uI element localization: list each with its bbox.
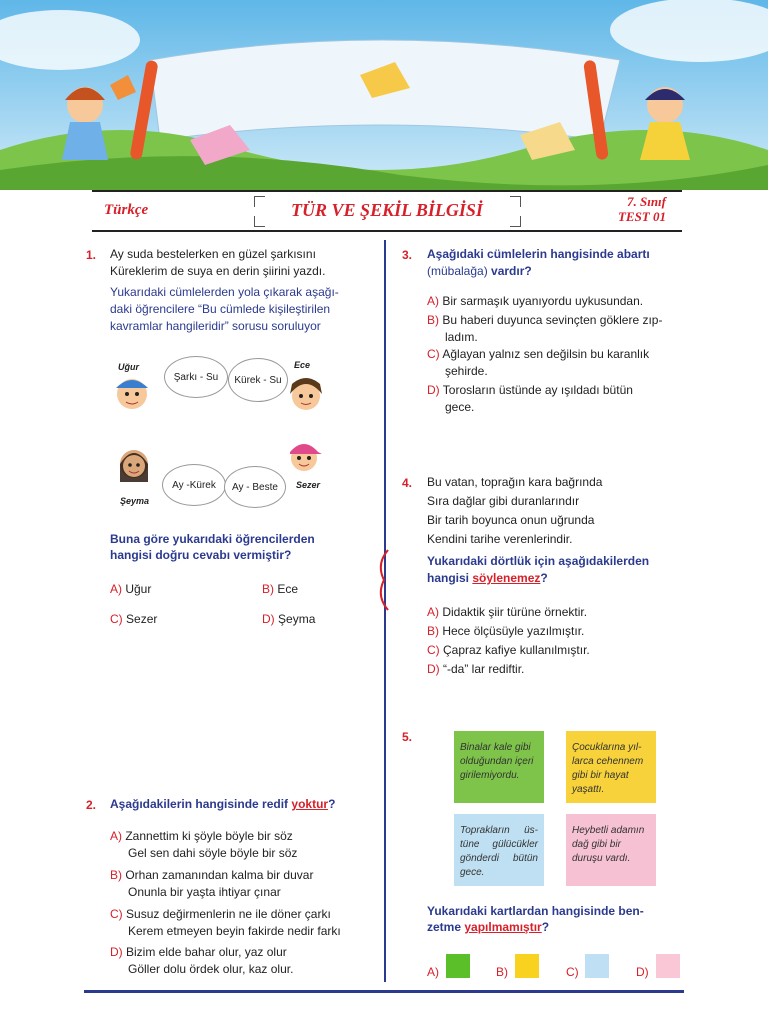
title-frame-corner <box>510 196 521 207</box>
q5-question-line-2 <box>427 918 549 937</box>
page-bottom-rule <box>84 990 684 993</box>
option-text: Sezer <box>126 612 158 626</box>
q4-question-keyword: söylenemez <box>472 571 541 585</box>
card-blue: Toprakların üs-tüne gülücükler gönderdi bütün gece. <box>454 814 544 886</box>
q4-verse-line-3: Bir tarih boyunca onun uğrunda <box>427 513 595 527</box>
q1-instruction-line-2: daki öğrencilere “Bu cümlede kişileştirilen <box>110 302 331 316</box>
option-text: Didaktik şiir türüne örnektir. <box>442 605 588 619</box>
q4-verse-line-1: Bu vatan, toprağın kara bağrında <box>427 475 603 489</box>
student-ece-avatar <box>286 372 326 418</box>
option-letter: A) <box>427 965 439 979</box>
q4-number: 4. <box>402 476 413 490</box>
student-name-seyma: Şeyma <box>120 496 150 506</box>
q3-question-end: vardır? <box>487 264 532 278</box>
divider-bracket-icon <box>374 548 394 612</box>
option-line-2: Onunla bir yaşta ihtiyar çınar <box>128 885 281 899</box>
option-line-2: şehirde. <box>445 364 488 378</box>
q1-option-b[interactable] <box>262 581 298 598</box>
option-line-1: Susuz değirmenlerin ne ile döner çarkı <box>126 907 331 921</box>
q5-option-a-swatch[interactable] <box>446 954 470 978</box>
q3-question-line-1: Aşağıdaki cümlelerin hangisinde abartı <box>427 247 650 261</box>
header-bottom-rule <box>92 230 682 232</box>
q2-question-keyword: yoktur <box>291 797 329 811</box>
option-text: Ece <box>277 582 299 596</box>
test-number: TEST 01 <box>617 209 666 224</box>
q2-number: 2. <box>86 798 97 812</box>
answer-bubble-ugur: Şarkı - Su <box>164 356 228 398</box>
option-letter: C) <box>110 612 123 626</box>
option-text: Çapraz kafiye kullanılmıştır. <box>443 643 590 657</box>
option-line-1: Orhan zamanından kalma bir duvar <box>125 868 314 882</box>
q1-number: 1. <box>86 248 97 262</box>
q3-option-d[interactable] <box>427 382 682 416</box>
students-figure <box>108 342 338 512</box>
option-line-2: ladım. <box>445 330 478 344</box>
subject-label: Türkçe <box>104 202 149 218</box>
test-header <box>92 186 682 232</box>
q4-verse-line-4: Kendini tarihe verenlerindir. <box>427 532 573 546</box>
q2-question <box>110 795 335 814</box>
answer-bubble-sezer: Ay - Beste <box>224 466 286 508</box>
q1-option-a[interactable] <box>110 581 151 598</box>
student-ugur-avatar <box>112 372 152 418</box>
option-text: “-da” lar rediftir. <box>443 662 525 676</box>
header-top-rule <box>92 190 682 192</box>
q3-option-b[interactable] <box>427 312 682 346</box>
q1-instruction-line-3: kavramlar hangileridir” sorusu soruluyor <box>110 319 321 333</box>
student-sezer-avatar <box>284 432 324 478</box>
q4-question-line-1: Yukarıdaki dörtlük için aşağıdakilerden <box>427 554 650 568</box>
option-letter: A) <box>427 605 439 619</box>
option-letter: C) <box>427 347 440 361</box>
option-line-1: Bir sarmaşık uyanıyordu uykusundan. <box>442 294 644 308</box>
option-line-1: Bu haberi duyunca sevinçten göklere zıp- <box>442 313 663 327</box>
q5-option-b-swatch[interactable] <box>515 954 539 978</box>
card-yellow: Çocuklarına yıl-larca cehennem gibi bir hayat yaşattı. <box>566 731 656 803</box>
option-letter: C) <box>110 907 123 921</box>
q3-question-line-2 <box>427 262 532 281</box>
q5-option-a[interactable] <box>427 964 439 981</box>
option-letter: A) <box>427 294 439 308</box>
option-letter: B) <box>427 624 439 638</box>
q1-option-c[interactable] <box>110 611 157 628</box>
q1-question-line-2: hangisi doğru cevabı vermiştir? <box>110 548 292 562</box>
q5-question-keyword: yapılmamıştır <box>464 920 542 934</box>
option-letter: B) <box>496 965 508 979</box>
card-green: Binalar kale gibi olduğundan içeri girilemiyordu. <box>454 731 544 803</box>
q2-option-c[interactable] <box>110 906 341 940</box>
card-pink: Heybetli adamın dağ gibi bir duruşu vardı. <box>566 814 656 886</box>
answer-bubble-ece: Kürek - Su <box>228 358 288 402</box>
option-line-2: Kerem etmeyen beyin fakirde nedir farkı <box>128 924 341 938</box>
student-name-ece: Ece <box>294 360 311 370</box>
option-line-2: Gel sen dahi söyle böyle bir söz <box>128 846 298 860</box>
title-frame-corner <box>510 216 521 227</box>
option-text: Şeyma <box>278 612 316 626</box>
q3-question-paren: (mübalağa) <box>427 264 488 278</box>
title-frame-corner <box>254 196 265 207</box>
option-letter: D) <box>636 965 649 979</box>
option-letter: D) <box>427 662 440 676</box>
student-seyma-avatar <box>114 442 154 488</box>
q3-number: 3. <box>402 248 413 262</box>
title-frame-corner <box>254 216 265 227</box>
q5-question-text: zetme <box>427 920 465 934</box>
q4-question-line-2 <box>427 569 548 588</box>
option-text: Uğur <box>125 582 152 596</box>
option-letter: A) <box>110 829 122 843</box>
option-line-1: Bizim elde bahar olur, yaz olur <box>126 945 287 959</box>
option-letter: B) <box>262 582 274 596</box>
q2-question-text: Aşağıdakilerin hangisinde redif <box>110 797 292 811</box>
q4-option-d[interactable] <box>427 661 524 678</box>
option-line-1: Ağlayan yalnız sen değilsin bu karanlık <box>442 347 650 361</box>
option-letter: B) <box>427 313 439 327</box>
q4-option-b[interactable] <box>427 623 584 640</box>
q5-option-d-swatch[interactable] <box>656 954 680 978</box>
q3-option-c[interactable] <box>427 346 682 380</box>
q5-number: 5. <box>402 730 413 744</box>
option-letter: C) <box>427 643 440 657</box>
q3-option-a[interactable] <box>427 293 643 310</box>
q4-verse-line-2: Sıra dağlar gibi duranlarındır <box>427 494 580 508</box>
q2-option-a[interactable] <box>110 828 297 862</box>
option-letter: D) <box>427 383 440 397</box>
q4-option-a[interactable] <box>427 604 587 621</box>
option-letter: C) <box>566 965 579 979</box>
q5-option-c[interactable] <box>566 964 579 981</box>
q5-option-d[interactable] <box>636 964 649 981</box>
q1-instruction-line-1: Yukarıdaki cümlelerden yola çıkarak aşağı- <box>110 285 339 299</box>
q1-verse-line-2: Küreklerim de suya en derin şiirini yazdı. <box>110 264 326 278</box>
q5-option-b[interactable] <box>496 964 508 981</box>
option-line-1: Zannettim ki şöyle böyle bir söz <box>125 829 293 843</box>
q1-verse-line-1: Ay suda bestelerken en güzel şarkısını <box>110 247 316 261</box>
q4-question-mark: ? <box>540 571 548 585</box>
grade-text: 7. Sınıf <box>626 194 666 209</box>
q1-option-d[interactable] <box>262 611 315 628</box>
q2-question-mark: ? <box>328 797 336 811</box>
option-letter: D) <box>110 945 123 959</box>
q5-question-mark: ? <box>541 920 550 934</box>
q2-option-d[interactable] <box>110 944 293 978</box>
option-letter: B) <box>110 868 122 882</box>
q4-question-text: hangisi <box>427 571 473 585</box>
q1-question-line-1: Buna göre yukarıdaki öğrencilerden <box>110 532 315 546</box>
option-line-2: Göller dolu ördek olur, kaz olur. <box>128 962 294 976</box>
grade-label <box>618 194 666 224</box>
option-letter: A) <box>110 582 122 596</box>
option-letter: D) <box>262 612 275 626</box>
answer-bubble-seyma: Ay -Kürek <box>162 464 226 506</box>
header-illustration <box>0 0 768 190</box>
page-title: TÜR VE ŞEKİL BİLGİSİ <box>291 200 483 220</box>
q4-option-c[interactable] <box>427 642 590 659</box>
q2-option-b[interactable] <box>110 867 313 901</box>
option-line-2: gece. <box>445 400 475 414</box>
q5-question-line-1: Yukarıdaki kartlardan hangisinde ben- <box>427 904 644 918</box>
option-text: Hece ölçüsüyle yazılmıştır. <box>442 624 585 638</box>
q5-option-c-swatch[interactable] <box>585 954 609 978</box>
student-name-ugur: Uğur <box>118 362 139 372</box>
option-line-1: Torosların üstünde ay ışıldadı bütün <box>442 383 633 397</box>
student-name-sezer: Sezer <box>296 480 321 490</box>
